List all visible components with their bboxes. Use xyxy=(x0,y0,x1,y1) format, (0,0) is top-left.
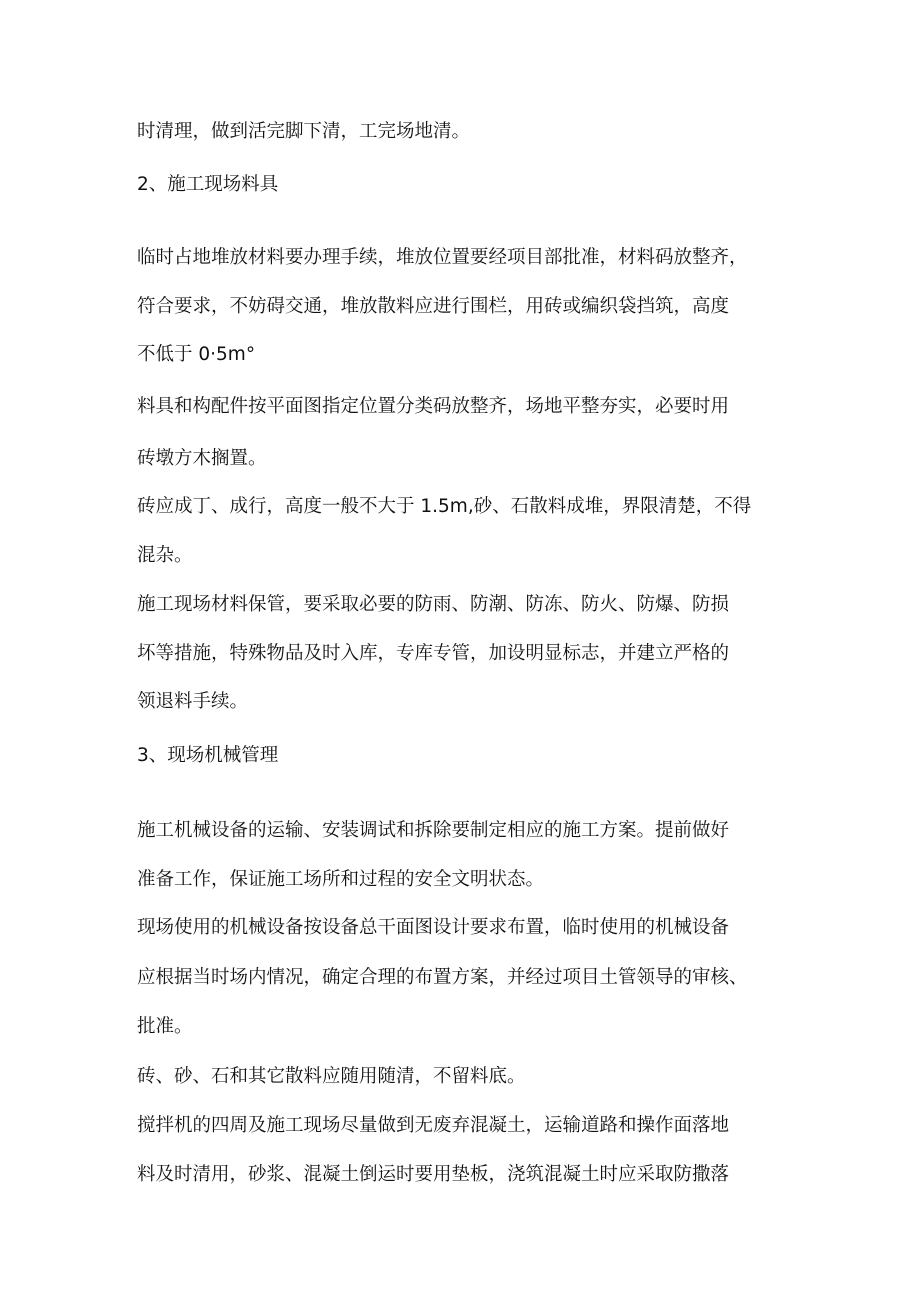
section-heading-materials: 2、施工现场料具 xyxy=(137,174,279,195)
text-line-continuation: 时清理，做到活完脚下清，工完场地清。 xyxy=(137,121,471,142)
text-line: 符合要求，不妨碍交通，堆放散料应进行围栏，用砖或编织袋挡筑，高度 xyxy=(137,296,730,317)
text-line: 砖、砂、石和其它散料应随用随清，不留料底。 xyxy=(137,1066,526,1087)
text-line: 料具和构配件按平面图指定位置分类码放整齐，场地平整夯实，必要时用 xyxy=(137,396,730,417)
section-heading-machinery: 3、现场机械管理 xyxy=(137,745,279,766)
text-line: 施工现场材料保管，要采取必要的防雨、防潮、防冻、防火、防爆、防损 xyxy=(137,594,730,615)
text-line: 领退料手续。 xyxy=(137,691,249,712)
text-line: 临时占地堆放材料要办理手续，堆放位置要经项目部批准，材料码放整齐， xyxy=(137,247,748,268)
text-line: 混杂。 xyxy=(137,545,193,566)
text-line: 现场使用的机械设备按设备总干面图设计要求布置，临时使用的机械设备 xyxy=(137,917,730,938)
text-line: 坏等措施，特殊物品及时入库，专库专管，加设明显标志，并建立严格的 xyxy=(137,643,730,664)
text-line: 准备工作，保证施工场所和过程的安全文明状态。 xyxy=(137,869,545,890)
text-line: 施工机械设备的运输、安装调试和拆除要制定相应的施工方案。提前做好 xyxy=(137,820,730,841)
text-line: 砖应成丁、成行，高度一般不大于 1.5m,砂、石散料成堆，界限清楚，不得 xyxy=(137,496,752,517)
text-line: 搅拌机的四周及施工现场尽量做到无废弃混凝土，运输道路和操作面落地 xyxy=(137,1115,730,1136)
text-line: 不低于 0·5m° xyxy=(137,344,256,365)
text-line: 应根据当时场内情况，确定合理的布置方案，并经过项目土管领导的审核、 xyxy=(137,967,748,988)
text-line: 砖墩方木搁置。 xyxy=(137,448,267,469)
text-line: 批准。 xyxy=(137,1016,193,1037)
text-line: 料及时清用，砂浆、混凝土倒运时要用垫板，浇筑混凝土时应采取防撒落 xyxy=(137,1164,730,1185)
